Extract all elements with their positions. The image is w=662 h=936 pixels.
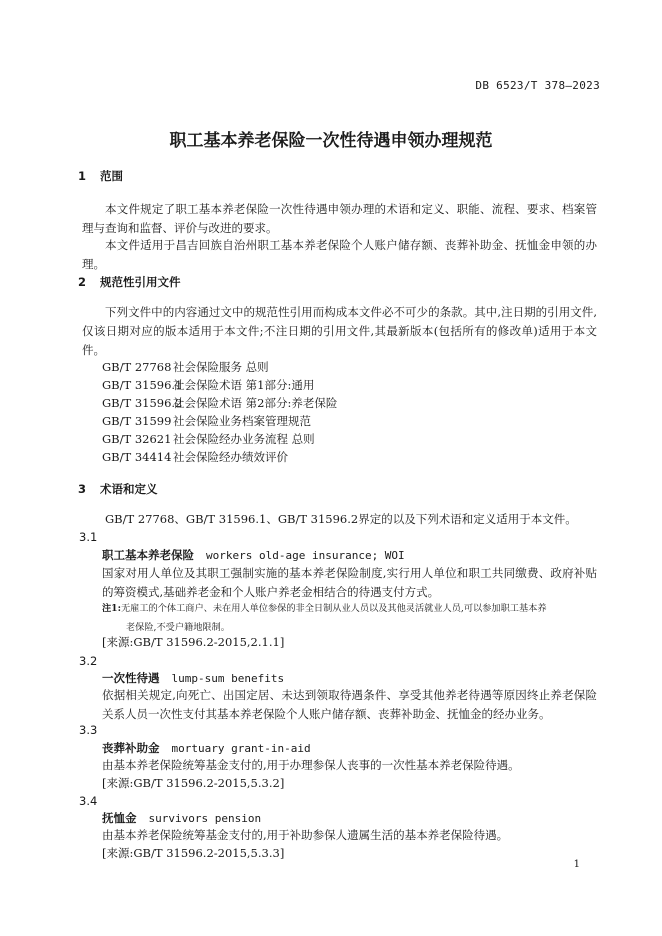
reference-title: 社会保险服务 总则 [173,360,269,374]
term-definition: 由基本养老保险统筹基金支付的,用于办理参保人丧事的一次性基本养老保险待遇。 [102,758,520,772]
term-name [102,670,284,686]
term-source: [来源:GB/T 31596.2-2015,5.3.2] [102,776,285,790]
section-2-paragraph: 下列文件中的内容通过文中的规范性引用而构成本文件必不可少的条款。其中,注日期的引用文件,仅该日期对应的版本适用于本文件;不注日期的引用文件,其最新版本(包括所有的修改单)适用于本文件。 [82,305,597,357]
term-source: [来源:GB/T 31596.2-2015,5.3.3] [102,846,285,860]
reference-code: GB/T 31596.1 [102,378,183,392]
section-3-intro: GB/T 27768、GB/T 31596.1、GB/T 31596.2界定的以及下列术语和定义适用于本文件。 [105,512,577,526]
reference-code: GB/T 31599 [102,414,172,428]
reference-item [102,412,337,430]
term-english: survivors pension [148,812,262,825]
term-number: 3.1 [79,530,98,544]
document-code: DB 6523/T 378—2023 [475,79,600,92]
term-number: 3.2 [79,654,98,668]
reference-title: 社会保险业务档案管理规范 [173,414,311,428]
note-text: 无雇工的个体工商户、未在用人单位参保的非全日制从业人员以及其他灵活就业人员,可以参加职工基本养 [120,603,547,614]
term-english: lump-sum benefits [171,672,285,685]
section-2-heading [78,274,181,290]
normative-reference-list [102,358,337,466]
term-chinese: 抚恤金 [102,811,137,825]
document-title: 职工基本养老保险一次性待遇申领办理规范 [169,131,493,151]
reference-item [102,448,337,466]
reference-item [102,430,337,448]
section-1-paragraph-2: 本文件适用于昌吉回族自治州职工基本养老保险个人账户储存额、丧葬补助金、抚恤金申领的办理。 [82,238,597,271]
reference-item [102,358,337,376]
reference-title: 社会保险术语 第2部分:养老保险 [173,396,338,410]
term-definition: 由基本养老保险统筹基金支付的,用于补助参保人遗属生活的基本养老保险待遇。 [102,828,509,842]
reference-title: 社会保险经办业务流程 总则 [173,432,315,446]
section-1-paragraph-1: 本文件规定了职工基本养老保险一次性待遇申领办理的术语和定义、职能、流程、要求、档案管理与查询和监督、评价与改进的要求。 [82,202,597,235]
reference-item [102,394,337,412]
term-name [102,547,405,563]
note-label: 注1: [102,603,121,614]
section-number: 1 [78,169,87,183]
term-note [102,599,597,637]
reference-code: GB/T 27768 [102,360,172,374]
term-english: mortuary grant-in-aid [171,742,311,755]
reference-title: 社会保险经办绩效评价 [173,450,288,464]
section-1-heading [78,168,123,184]
reference-item [102,376,337,394]
term-name [102,810,261,826]
term-name [102,740,311,756]
section-3-heading [78,481,158,497]
term-definition: 国家对用人单位及其职工强制实施的基本养老保险制度,实行用人单位和职工共同缴费、政府补贴的筹资模式,基础养老金和个人账户养老金相结合的待遇支付方式。 [102,566,597,599]
note-continuation: 老保险,不受户籍地限制。 [126,622,230,633]
section-number: 3 [78,482,87,496]
term-definition: 依据相关规定,向死亡、出国定居、未达到领取待遇条件、享受其他养老待遇等原因终止养老保险关系人员一次性支付其基本养老保险个人账户储存额、丧葬补助金、抚恤金的经办业务。 [102,688,597,721]
term-number: 3.3 [79,723,98,737]
term-source: [来源:GB/T 31596.2-2015,2.1.1] [102,635,285,649]
section-title: 规范性引用文件 [100,275,181,289]
term-chinese: 一次性待遇 [102,671,160,685]
page-number: 1 [573,859,580,870]
reference-code: GB/T 32621 [102,432,172,446]
reference-code: GB/T 34414 [102,450,172,464]
reference-title: 社会保险术语 第1部分:通用 [173,378,315,392]
term-chinese: 职工基本养老保险 [102,548,194,562]
section-title: 范围 [100,169,123,183]
term-number: 3.4 [79,794,98,808]
term-english: workers old-age insurance; WOI [206,549,405,562]
term-chinese: 丧葬补助金 [102,741,160,755]
reference-code: GB/T 31596.2 [102,396,183,410]
section-number: 2 [78,275,87,289]
section-title: 术语和定义 [100,482,158,496]
